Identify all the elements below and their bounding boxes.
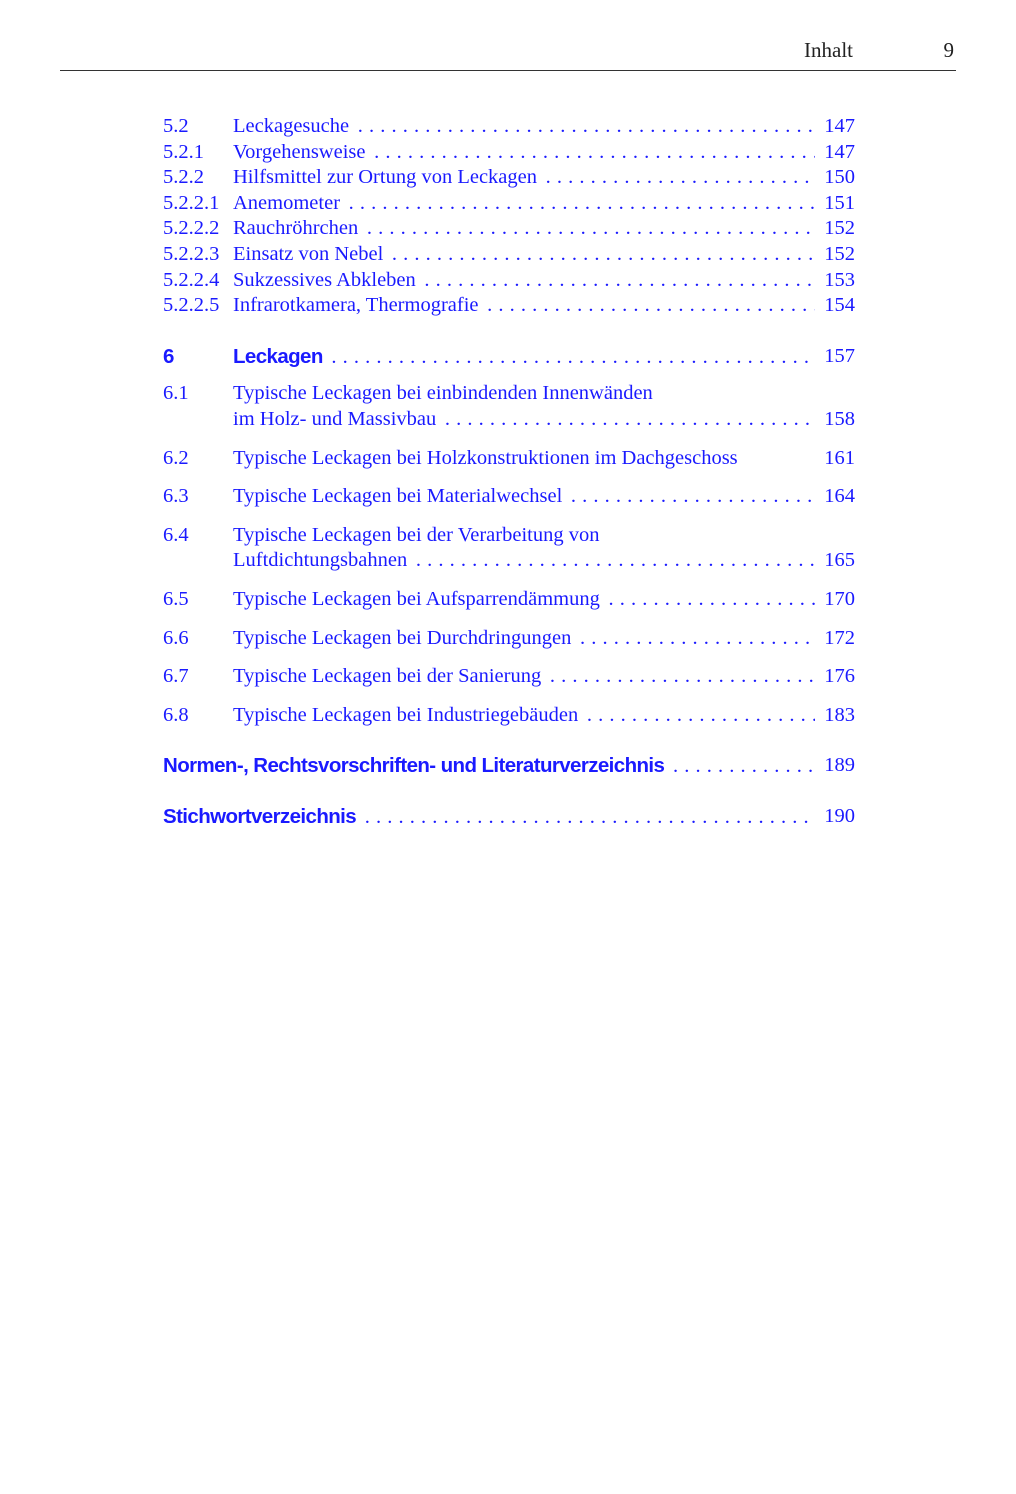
toc-entry-number: 6.4 [163, 523, 189, 546]
toc-chapter-title: Normen-, Rechtsvorschriften- und Literaturverzeichnis [163, 754, 667, 777]
toc-entry-page: 161 [824, 446, 855, 469]
toc-entry-number: 6.8 [163, 703, 189, 726]
toc-entry-6-1[interactable] [163, 381, 855, 432]
toc-entry-number: 5.2.2.4 [163, 268, 220, 291]
toc-entry-number: 5.2 [163, 115, 189, 137]
toc-entry-number: 6.6 [163, 626, 189, 649]
toc-entry-number: 6.1 [163, 382, 189, 405]
toc-entry-number: 5.2.2 [163, 166, 204, 189]
toc-entry-page: 170 [824, 587, 855, 610]
toc-entry-6-6[interactable] [163, 626, 855, 652]
toc-entry-5-2-2-4[interactable] [163, 268, 855, 294]
toc-entry-page: 164 [824, 485, 855, 508]
toc-entry-page: 150 [824, 166, 855, 189]
toc-entry-5-2-2-2[interactable] [163, 216, 855, 242]
toc-entry-6-5[interactable] [163, 587, 855, 613]
toc-entry-title: Luftdichtungsbahnen [233, 549, 410, 571]
toc-entry-number: 6.5 [163, 587, 189, 610]
toc-entry-page: 153 [824, 268, 855, 291]
toc-entry-title: Vorgehensweise [233, 141, 368, 163]
toc-entry-title: Infrarotkamera, Thermografie [233, 294, 482, 316]
toc-entry-page: 172 [824, 626, 855, 649]
toc-entry-number: 6.2 [163, 446, 189, 469]
toc-entry-page: 151 [824, 191, 855, 214]
toc-entry-6-3[interactable] [163, 484, 855, 510]
toc-entry-number: 5.2.1 [163, 140, 204, 163]
toc-entry-5-2[interactable] [163, 114, 855, 140]
toc-normen-literatur[interactable] [163, 753, 855, 779]
toc-entry-6-8[interactable] [163, 703, 855, 729]
toc-entry-page: 154 [824, 294, 855, 317]
toc-entry-5-2-1[interactable] [163, 140, 855, 166]
toc-entry-number: 6.3 [163, 485, 189, 508]
toc-entry-title: Typische Leckagen bei Aufsparrendämmung [233, 588, 603, 610]
toc-entry-number: 5.2.2.3 [163, 242, 220, 265]
toc-entry-title: Typische Leckagen bei Industriegebäuden [233, 704, 581, 726]
toc-entry-title: Typische Leckagen bei der Sanierung [233, 665, 544, 687]
toc-entry-title-line1: Typische Leckagen bei der Verarbeitung von [233, 523, 600, 546]
toc-entry-page: 147 [824, 115, 855, 137]
toc-entry-5-2-2-3[interactable] [163, 242, 855, 268]
toc-entry-page: 165 [824, 549, 855, 572]
toc-entry-6-4[interactable] [163, 523, 855, 574]
toc-chapter-title: Leckagen [233, 345, 326, 368]
toc-entry-number: 5.2.2.1 [163, 191, 220, 214]
toc-chapter-page: 157 [824, 344, 855, 367]
toc-entry-page: 176 [824, 665, 855, 688]
toc-chapter-page: 189 [824, 754, 855, 777]
toc-entry-page: 152 [824, 242, 855, 265]
toc-chapter-6[interactable] [163, 344, 855, 370]
running-header [60, 36, 956, 71]
header-section-title: Inhalt [804, 38, 853, 62]
toc-entry-title: Typische Leckagen bei Durchdringungen [233, 627, 574, 649]
toc-entry-title: Einsatz von Nebel [233, 243, 386, 265]
toc-entry-page: 183 [824, 703, 855, 726]
toc-entry-6-2[interactable] [163, 446, 855, 472]
toc-entry-5-2-2[interactable] [163, 165, 855, 191]
toc-entry-number: 6.7 [163, 665, 189, 688]
toc-entry-title: Anemometer [233, 192, 343, 214]
toc-entry-6-7[interactable] [163, 664, 855, 690]
toc-chapter-title: Stichwortverzeichnis [163, 805, 359, 828]
toc-entry-page: 158 [824, 407, 855, 430]
toc-entry-5-2-2-1[interactable] [163, 191, 855, 217]
toc-entry-title: Rauchröhrchen [233, 217, 361, 239]
toc-entry-title-line1: Typische Leckagen bei einbindenden Innenwänden [233, 382, 653, 405]
toc-entry-title: Leckagesuche [233, 115, 352, 137]
toc-entry-number: 5.2.2.5 [163, 294, 220, 317]
toc-entry-title: im Holz- und Massivbau [233, 408, 439, 430]
toc-entry-title: Typische Leckagen bei Materialwechsel [233, 485, 565, 507]
toc-stichwortverzeichnis[interactable] [163, 804, 855, 830]
toc-entry-page: 147 [824, 140, 855, 163]
toc-entry-number: 5.2.2.2 [163, 217, 220, 240]
toc-chapter-page: 190 [824, 804, 855, 827]
toc-entry-page: 152 [824, 217, 855, 240]
toc-entry-title: Sukzessives Abkleben [233, 269, 419, 291]
table-of-contents [163, 114, 855, 829]
header-page-number: 9 [943, 38, 954, 62]
toc-entry-title: Typische Leckagen bei Holzkonstruktionen im Dachgeschoss [233, 447, 741, 469]
toc-chapter-number: 6 [163, 344, 174, 368]
toc-entry-title: Hilfsmittel zur Ortung von Leckagen [233, 166, 540, 188]
toc-entry-5-2-2-5[interactable] [163, 293, 855, 319]
